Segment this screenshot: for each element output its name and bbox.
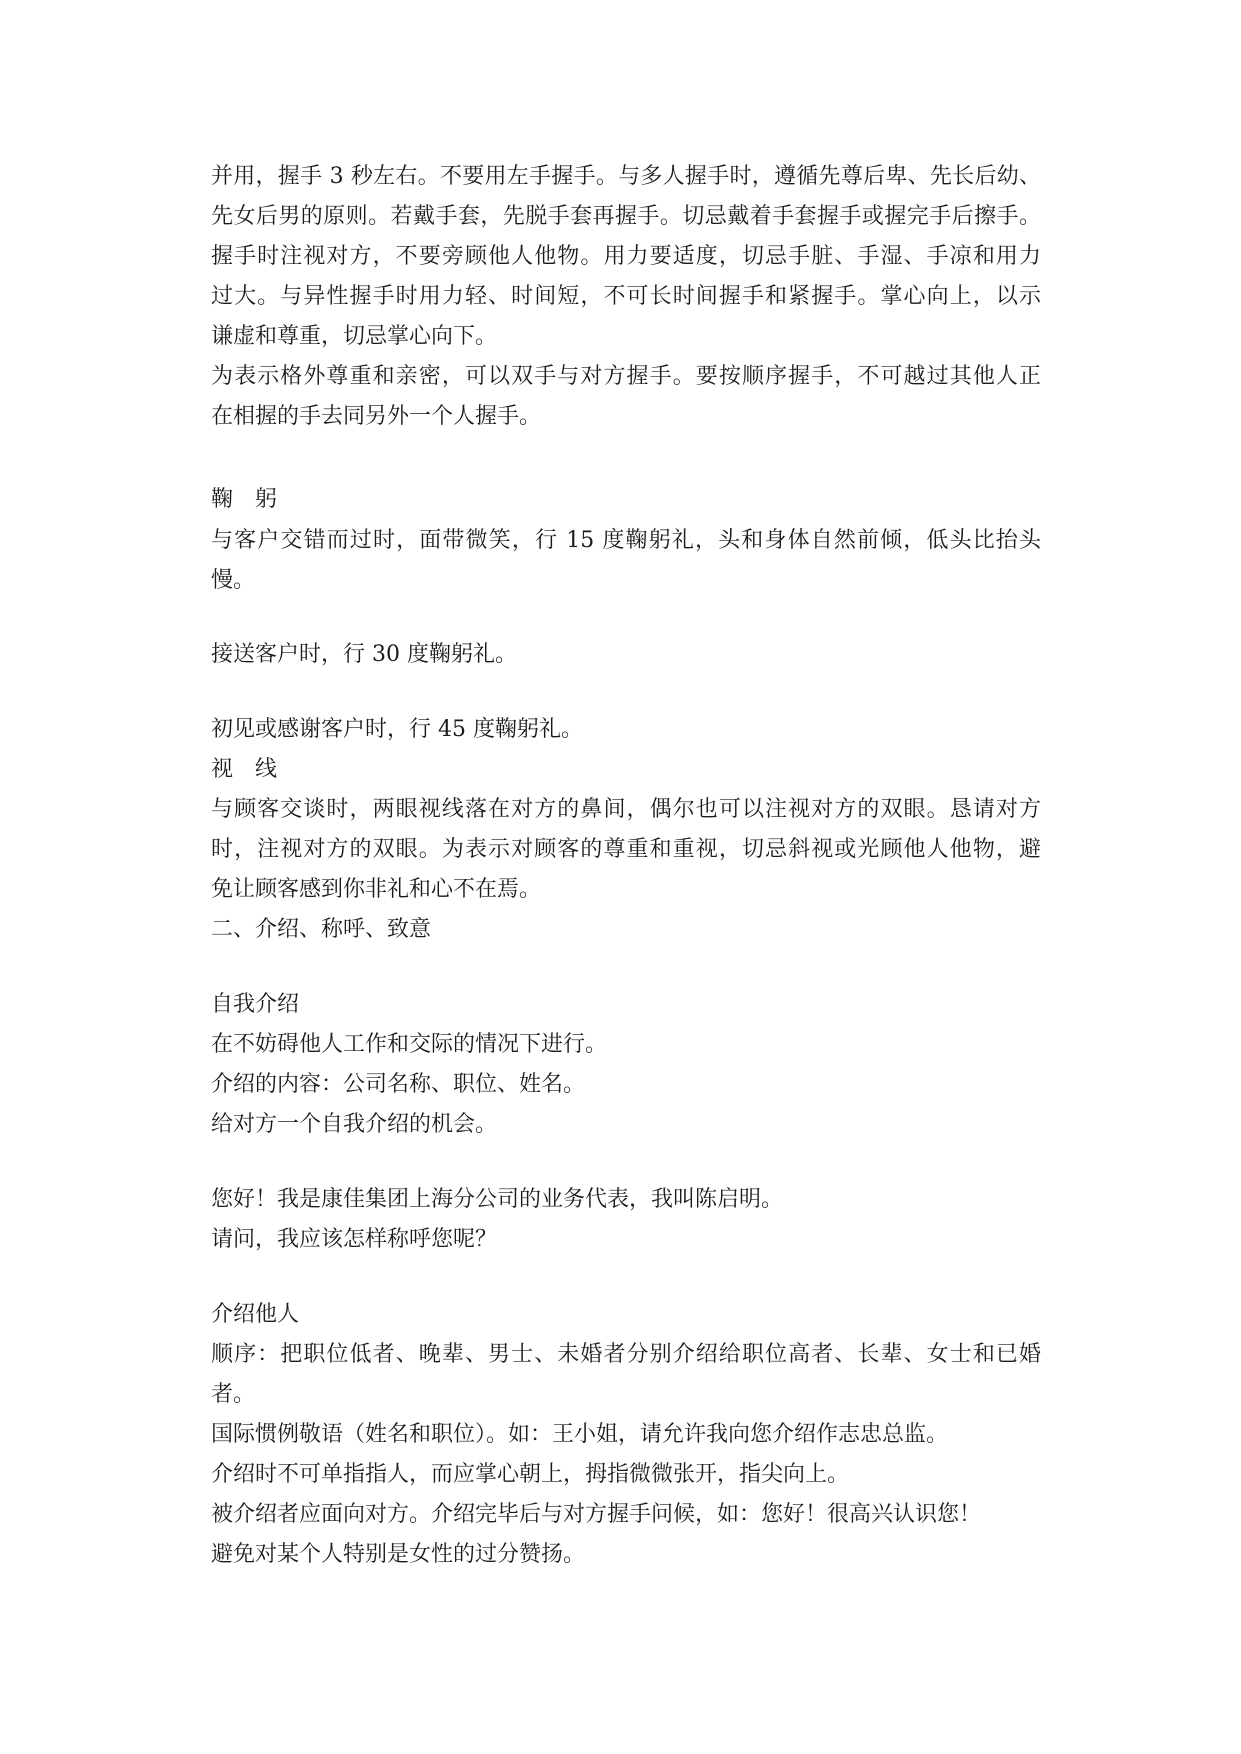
paragraph-line: 介绍的内容：公司名称、职位、姓名。 [211, 1072, 586, 1097]
paragraph-line: 为表示格外尊重和亲密，可以双手与对方握手。要按顺序握手，不可越过其他人正 [211, 364, 1041, 389]
paragraph-line: 慢。 [211, 568, 256, 593]
section-heading-bow: 鞠 躬 [211, 487, 278, 512]
paragraph-line: 避免对某个人特别是女性的过分赞扬。 [211, 1542, 586, 1567]
paragraph-line: 时，注视对方的双眼。为表示对顾客的尊重和重视，切忌斜视或光顾他人他物，避 [211, 837, 1041, 862]
paragraph-line: 介绍时不可单指指人，而应掌心朝上，拇指微微张开，指尖向上。 [211, 1462, 850, 1487]
paragraph-line: 被介绍者应面向对方。介绍完毕后与对方握手问候，如：您好！很高兴认识您！ [211, 1502, 982, 1527]
paragraph-line: 接送客户时，行 30 度鞠躬礼。 [211, 642, 517, 667]
paragraph-line: 初见或感谢客户时，行 45 度鞠躬礼。 [211, 717, 583, 742]
section-heading-self-intro: 自我介绍 [211, 992, 300, 1017]
paragraph-line: 握手时注视对方，不要旁顾他人他物。用力要适度，切忌手脏、手湿、手凉和用力 [211, 244, 1041, 269]
paragraph-line: 过大。与异性握手时用力轻、时间短，不可长时间握手和紧握手。掌心向上，以示 [211, 284, 1041, 309]
paragraph-line: 国际惯例敬语（姓名和职位）。如：王小姐，请允许我向您介绍作志忠总监。 [211, 1422, 949, 1447]
section-heading-intro-others: 介绍他人 [211, 1302, 300, 1327]
paragraph-line: 请问，我应该怎样称呼您呢？ [211, 1227, 498, 1252]
paragraph-line: 先女后男的原则。若戴手套，先脱手套再握手。切忌戴着手套握手或握完手后擦手。 [211, 204, 1041, 229]
paragraph-line: 给对方一个自我介绍的机会。 [211, 1112, 498, 1137]
paragraph-line: 并用，握手 3 秒左右。不要用左手握手。与多人握手时，遵循先尊后卑、先长后幼、 [211, 164, 1041, 189]
paragraph-line: 顺序：把职位低者、晚辈、男士、未婚者分别介绍给职位高者、长辈、女士和已婚 [211, 1342, 1041, 1367]
paragraph-line: 与客户交错而过时，面带微笑，行 15 度鞠躬礼，头和身体自然前倾，低头比抬头 [211, 528, 1041, 553]
paragraph-line: 在不妨碍他人工作和交际的情况下进行。 [211, 1032, 608, 1057]
paragraph-line: 免让顾客感到你非礼和心不在焉。 [211, 877, 542, 902]
section-heading-gaze: 视 线 [211, 757, 278, 782]
paragraph-line: 您好！我是康佳集团上海分公司的业务代表，我叫陈启明。 [211, 1187, 784, 1212]
paragraph-line: 谦虚和尊重，切忌掌心向下。 [211, 324, 498, 349]
chapter-heading: 二、介绍、称呼、致意 [211, 917, 432, 942]
paragraph-line: 与顾客交谈时，两眼视线落在对方的鼻间，偶尔也可以注视对方的双眼。恳请对方 [211, 797, 1041, 822]
paragraph-line: 在相握的手去同另外一个人握手。 [211, 404, 542, 429]
paragraph-line: 者。 [211, 1382, 256, 1407]
